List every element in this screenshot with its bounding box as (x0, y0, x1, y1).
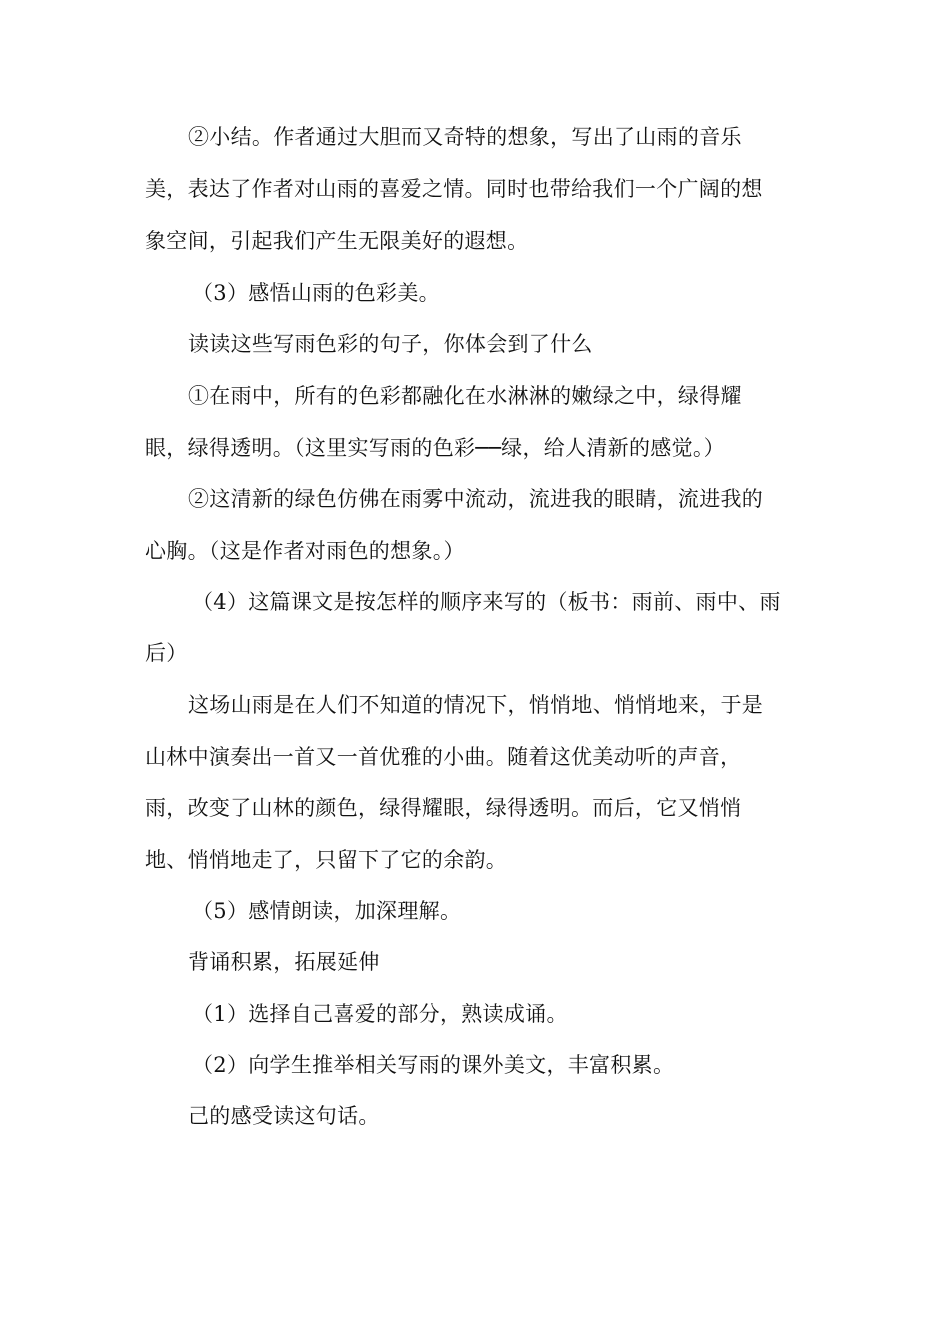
list-item: （2）向学生推举相关写雨的课外美文，丰富积累。 (192, 1053, 675, 1077)
text-line: 眼，绿得透明。（这里实写雨的色彩──绿，给人清新的感觉。） (145, 436, 725, 460)
text-line: 美，表达了作者对山雨的喜爱之情。同时也带给我们一个广阔的想 (145, 177, 763, 201)
section-heading: （3）感悟山雨的色彩美。 (192, 281, 440, 305)
text-line: 这场山雨是在人们不知道的情况下，悄悄地、悄悄地来，于是 (188, 693, 764, 717)
text-line: 地、悄悄地走了，只留下了它的余韵。 (145, 848, 508, 872)
text-line: 读读这些写雨色彩的句子，你体会到了什么 (188, 332, 593, 356)
section-heading: （5）感情朗读，加深理解。 (192, 899, 462, 923)
text-line: 山林中演奏出一首又一首优雅的小曲。随着这优美动听的声音， (145, 745, 742, 769)
text-line: 己的感受读这句话。 (188, 1104, 380, 1128)
text-line: ①在雨中，所有的色彩都融化在水淋淋的嫩绿之中，绿得耀 (188, 384, 742, 408)
text-line: 背诵积累，拓展延伸 (188, 950, 380, 974)
text-line: 象空间，引起我们产生无限美好的遐想。 (145, 229, 529, 253)
text-line: ②这清新的绿色仿佛在雨雾中流动，流进我的眼睛，流进我的 (188, 487, 764, 511)
list-item: （1）选择自己喜爱的部分，熟读成诵。 (192, 1002, 568, 1026)
section-heading: （4）这篇课文是按怎样的顺序来写的（板书：雨前、雨中、雨 (192, 590, 781, 614)
text-line: 心胸。（这是作者对雨色的想象。） (145, 539, 465, 563)
text-line: ②小结。作者通过大胆而又奇特的想象，写出了山雨的音乐 (188, 125, 742, 149)
text-line: 后） (145, 641, 188, 665)
text-line: 雨，改变了山林的颜色，绿得耀眼，绿得透明。而后，它又悄悄 (145, 796, 742, 820)
